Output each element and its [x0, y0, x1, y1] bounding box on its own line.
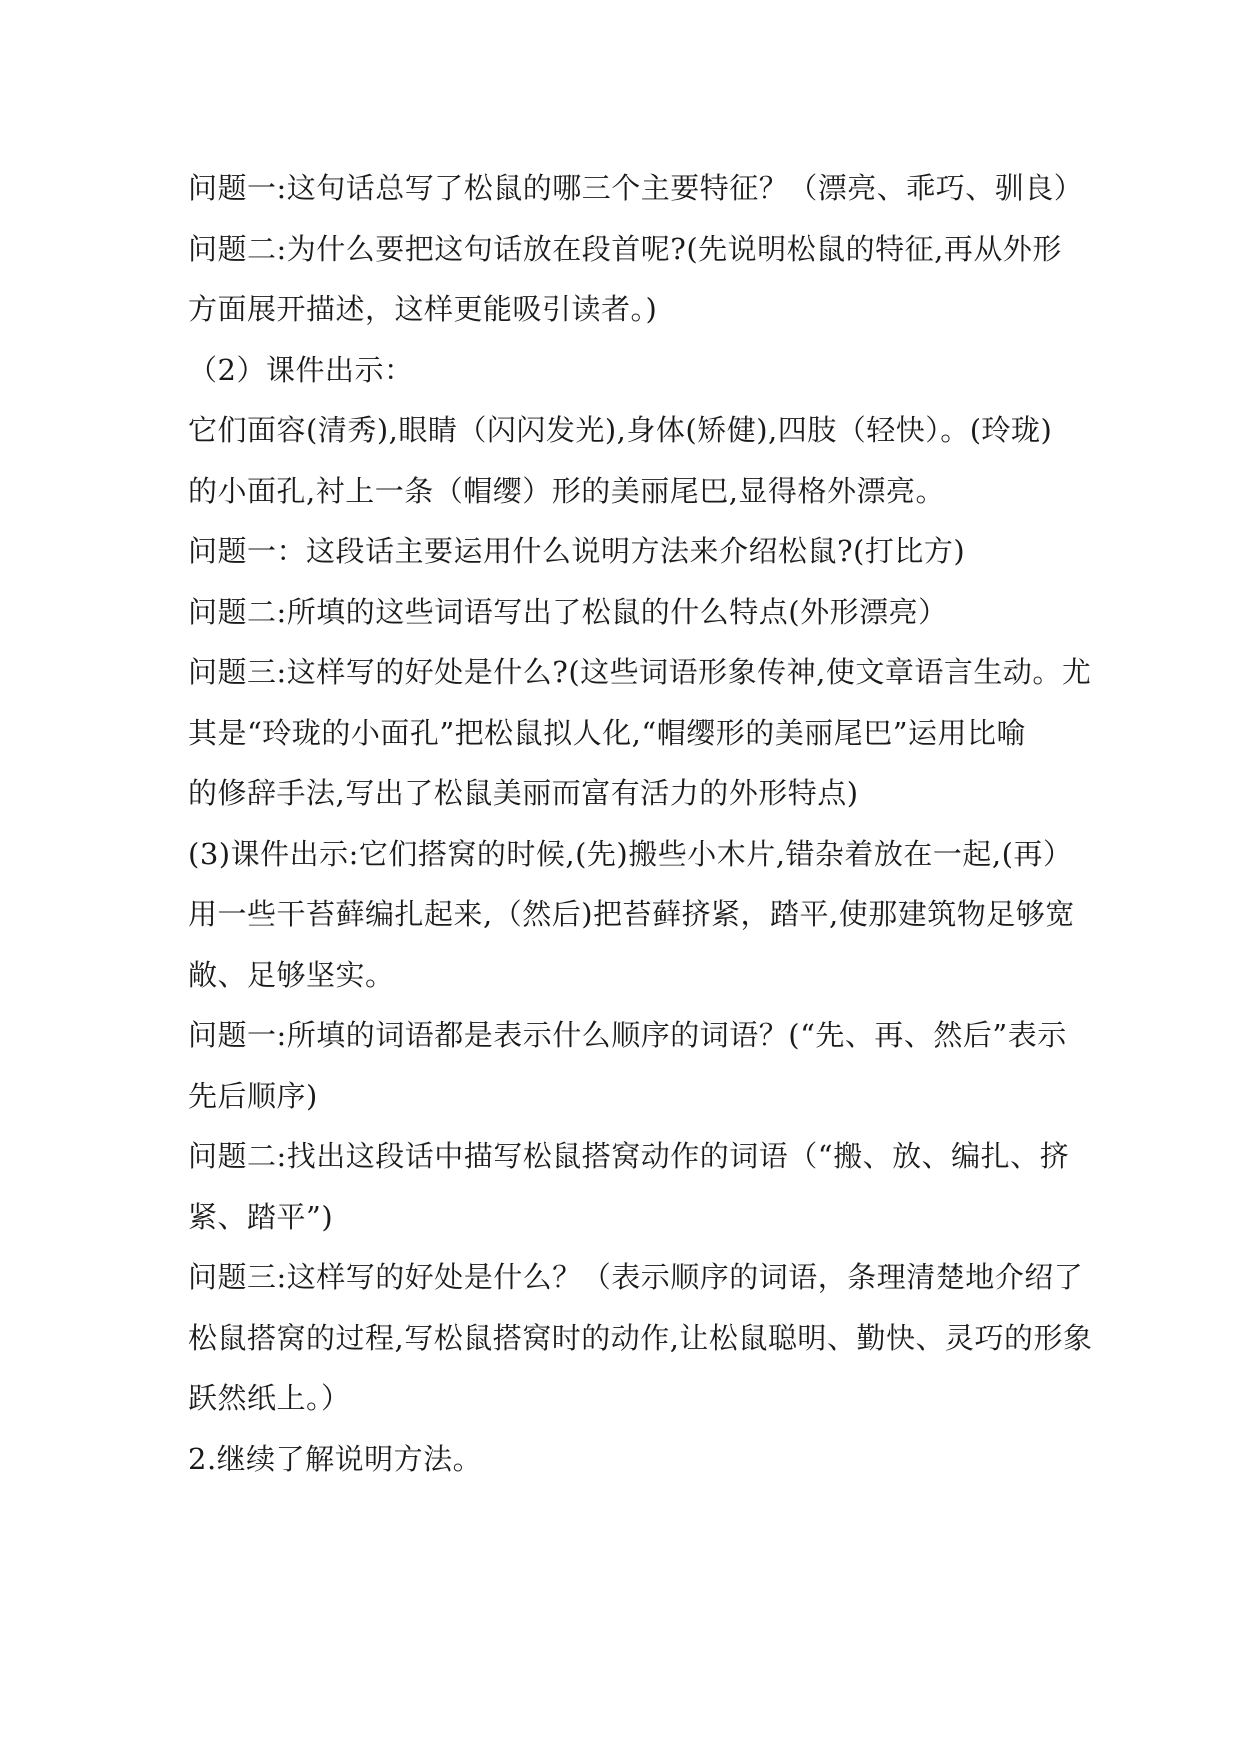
- text-line-fill-in-1-cont: 的小面孔,衬上一条（帽缨）形的美丽尾巴,显得格外漂亮。: [188, 473, 945, 508]
- text-line-fill-in-1: 它们面容(清秀),眼睛（闪闪发光),身体(矫健),四肢（轻快）。(玲珑): [188, 413, 1053, 447]
- text-line-courseware-3: (3)课件出示:它们搭窝的时候,(先)搬些小木片,错杂着放在一起,(再）: [188, 836, 1073, 871]
- text-line-q3-process: 问题三:这样写的好处是什么？（表示顺序的词语，条理清楚地介绍了: [188, 1260, 1084, 1294]
- text-line-question-2-cont: 方面展开描述，这样更能吸引读者。): [188, 292, 658, 326]
- text-line-q1-method: 问题一：这段话主要运用什么说明方法来介绍松鼠?(打比方): [188, 534, 966, 568]
- text-line-q3-benefit-cont: 其是“玲珑的小面孔”把松鼠拟人化,“帽缨形的美丽尾巴”运用比喻: [188, 715, 1027, 750]
- document-body: [188, 158, 1093, 1489]
- text-line-q1-order: 问题一:所填的词语都是表示什么顺序的词语？(“先、再、然后”表示: [188, 1018, 1067, 1052]
- text-line-q3-benefit-end: 的修辞手法,写出了松鼠美丽而富有活力的外形特点): [188, 776, 859, 810]
- text-line-courseware-3-cont: 用一些干苔藓编扎起来,（然后)把苔藓挤紧，踏平,使那建筑物足够宽: [188, 897, 1075, 931]
- text-line-q2-actions: 问题二:找出这段话中描写松鼠搭窝动作的词语（“搬、放、编扎、挤: [188, 1139, 1070, 1173]
- text-line-question-2: 问题二:为什么要把这句话放在段首呢?(先说明松鼠的特征,再从外形: [188, 231, 1062, 266]
- text-line-q3-benefit: 问题三:这样写的好处是什么?(这些词语形象传神,使文章语言生动。尤: [188, 655, 1092, 689]
- text-line-question-1: 问题一:这句话总写了松鼠的哪三个主要特征？（漂亮、乖巧、驯良）: [188, 171, 1084, 205]
- text-line-q3-process-end: 跃然纸上。）: [188, 1381, 351, 1415]
- text-line-courseware-2: （2）课件出示：: [188, 352, 414, 387]
- text-line-section-2: 2.继续了解说明方法。: [188, 1441, 483, 1476]
- text-line-q3-process-cont: 松鼠搭窝的过程,写松鼠搭窝时的动作,让松鼠聪明、勤快、灵巧的形象: [188, 1320, 1093, 1355]
- text-line-courseware-3-end: 敞、足够坚实。: [188, 957, 395, 992]
- text-line-q2-actions-end: 紧、踏平”): [188, 1199, 334, 1234]
- text-line-q1-order-end: 先后顺序): [188, 1078, 318, 1113]
- text-line-q2-feature: 问题二:所填的这些词语写出了松鼠的什么特点(外形漂亮）: [188, 594, 948, 629]
